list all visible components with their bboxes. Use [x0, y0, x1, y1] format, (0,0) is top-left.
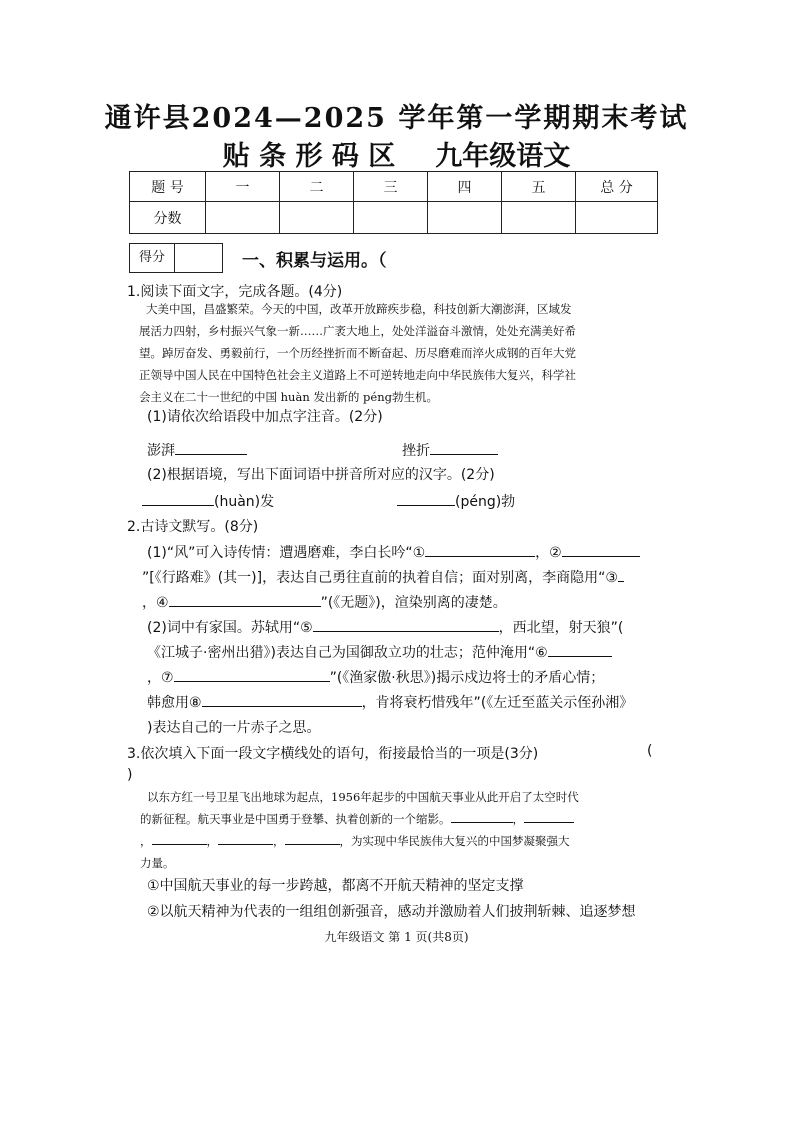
barcode-area-label: 贴 条 形 码 区: [222, 141, 396, 172]
passage-line: 望。踔厉奋发、勇毅前行，一个历经挫折而不断奋起、历尽磨难而淬火成钢的百年大党: [139, 346, 576, 360]
q3-passage-line-3: ， ， ， ，为实现中华民族伟大复兴的中国梦凝聚强大: [140, 834, 570, 848]
cuozhe-word: 挫折: [402, 443, 430, 459]
q2-text: 《江城子·密州出猎》)表达自己为国御敌立功的壮志；范仲淹用“⑥: [147, 645, 548, 661]
score-table-header: 四: [428, 172, 502, 202]
score-cell[interactable]: [354, 202, 428, 234]
q2-line-4: [147, 617, 623, 637]
option-1: ①中国航天事业的每一步跨越，都离不开航天精神的坚定支撑: [147, 878, 524, 894]
score-cell[interactable]: [576, 202, 658, 234]
q2-text: ，④: [142, 595, 169, 611]
q2-text: (1)“风”可入诗传情：遭遇磨难，李白长吟“①: [147, 545, 426, 561]
blank-7[interactable]: [174, 667, 330, 682]
question-1-sub2: (2)根据语境，写出下面词语中拼音所对应的汉字。(2分): [147, 467, 495, 483]
option-2: ②以航天精神为代表的一组组创新强音，感动并激励着人们披荆斩棘、追逐梦想: [147, 904, 636, 920]
q2-line-6: [147, 667, 604, 687]
score-cell[interactable]: [502, 202, 576, 234]
huan-suffix: (huàn)发: [214, 494, 275, 510]
q3-passage-line: 以东方红一号卫星飞出地球为起点，1956年起步的中国航天事业从此开启了太空时代: [147, 790, 579, 804]
section-score-box: [129, 243, 223, 273]
q3-blank-1[interactable]: [451, 810, 513, 823]
q2-text: (2)词中有家国。苏轼用“⑤: [147, 620, 313, 636]
q3-text: 的新征程。航天事业是中国勇于登攀、执着创新的一个缩影。: [140, 812, 451, 826]
q2-text: ，②: [535, 545, 562, 561]
answer-paren-open[interactable]: (: [647, 743, 653, 759]
blank-5[interactable]: [313, 617, 499, 632]
question-1-stem: 1.阅读下面文字，完成各题。(4分): [127, 284, 343, 300]
q2-text: 韩愈用⑧: [147, 695, 202, 711]
section-heading: 一、积累与运用。（: [242, 251, 387, 271]
score-table-header: 二: [280, 172, 354, 202]
score-cell[interactable]: [428, 202, 502, 234]
score-table-header: 总 分: [576, 172, 658, 202]
q3-passage-line-2: 的新征程。航天事业是中国勇于登攀、执着创新的一个缩影。 ，: [140, 808, 574, 830]
q2-text: ”(《无题》)，渲染别离的凄楚。: [320, 595, 507, 611]
passage-line: 会主义在二十一世纪的中国 huàn 发出新的 péng勃生机。: [139, 390, 438, 404]
score-row-label: 分数: [130, 202, 206, 234]
pengpai-item: [147, 440, 247, 460]
q3-text: ，为实现中华民族伟大复兴的中国梦凝聚强大: [339, 834, 570, 848]
q3-blank-4[interactable]: [218, 832, 273, 845]
q2-line-3: [142, 592, 507, 612]
q2-line-8: )表达自己的一片赤子之思。: [147, 720, 321, 736]
pengpai-blank[interactable]: [175, 440, 247, 455]
peng-suffix: (péng)勃: [455, 494, 516, 510]
cuozhe-blank[interactable]: [430, 440, 498, 455]
blank-3[interactable]: [618, 567, 624, 582]
q3-blank-3[interactable]: [152, 832, 207, 845]
passage-line: 正领导中国人民在中国特色社会主义道路上不可逆转地走向中华民族伟大复兴，科学社: [139, 368, 576, 382]
blank-2[interactable]: [562, 542, 640, 557]
q3-blank-5[interactable]: [285, 832, 340, 845]
blank-4[interactable]: [169, 592, 321, 607]
blank-6[interactable]: [548, 642, 612, 657]
answer-paren-close: ): [127, 767, 133, 783]
blank-1[interactable]: [425, 542, 535, 557]
blank-8[interactable]: [202, 692, 362, 707]
huan-item: [142, 491, 274, 511]
section-score-label: 得分: [130, 244, 175, 272]
score-table-header: 题 号: [130, 172, 206, 202]
cuozhe-item: [402, 440, 498, 460]
question-1-sub1: (1)请依次给语段中加点字注音。(2分): [147, 409, 383, 425]
peng-item: [397, 491, 515, 511]
score-cell[interactable]: [206, 202, 280, 234]
passage-line: 展活力四射，乡村振兴气象一新……广袤大地上，处处洋溢奋斗激情，处处充满美好希: [139, 324, 576, 338]
q3-passage-line-4: 力量。: [140, 856, 175, 870]
score-table: [129, 171, 658, 234]
pengpai-word: 澎湃: [147, 443, 175, 459]
q2-line-2: [142, 567, 624, 587]
question-2-stem: 2.古诗文默写。(8分): [127, 519, 259, 535]
q2-text: ，⑦: [147, 670, 174, 686]
exam-title: 通许县2024—2025 学年第一学期期末考试: [104, 103, 689, 134]
huan-blank[interactable]: [142, 491, 214, 506]
q2-line-5: [147, 642, 612, 662]
peng-blank[interactable]: [397, 491, 455, 506]
page-footer: 九年级语文 第 1 页(共8页): [324, 930, 469, 944]
q3-blank-2[interactable]: [524, 810, 574, 823]
q2-line-1: [147, 542, 640, 562]
score-table-header: 五: [502, 172, 576, 202]
q2-text: ，西北望，射天狼”(: [498, 620, 624, 636]
q2-line-7: [147, 692, 633, 712]
q2-text: ”(《渔家傲·秋思》)揭示戍边将士的矛盾心情；: [329, 670, 605, 686]
q2-text: ”[《行路难》(其一)]，表达自己勇往直前的执着自信；面对别离，李商隐用“③: [142, 570, 618, 586]
score-cell[interactable]: [280, 202, 354, 234]
q2-text: ，肯将衰朽惜残年”(《左迁至蓝关示侄孙湘》: [361, 695, 634, 711]
question-1-passage: [139, 298, 674, 408]
subtitle-line: [0, 134, 793, 173]
passage-line: 大美中国，昌盛繁荣。今天的中国，改革开放蹄疾步稳，科技创新大潮澎湃，区域发: [146, 302, 572, 316]
score-table-header: 一: [206, 172, 280, 202]
score-table-header: 三: [354, 172, 428, 202]
subject-title: 九年级语文: [435, 141, 571, 172]
question-3-stem: 3.依次填入下面一段文字横线处的语句，衔接最恰当的一项是(3分): [127, 746, 539, 762]
